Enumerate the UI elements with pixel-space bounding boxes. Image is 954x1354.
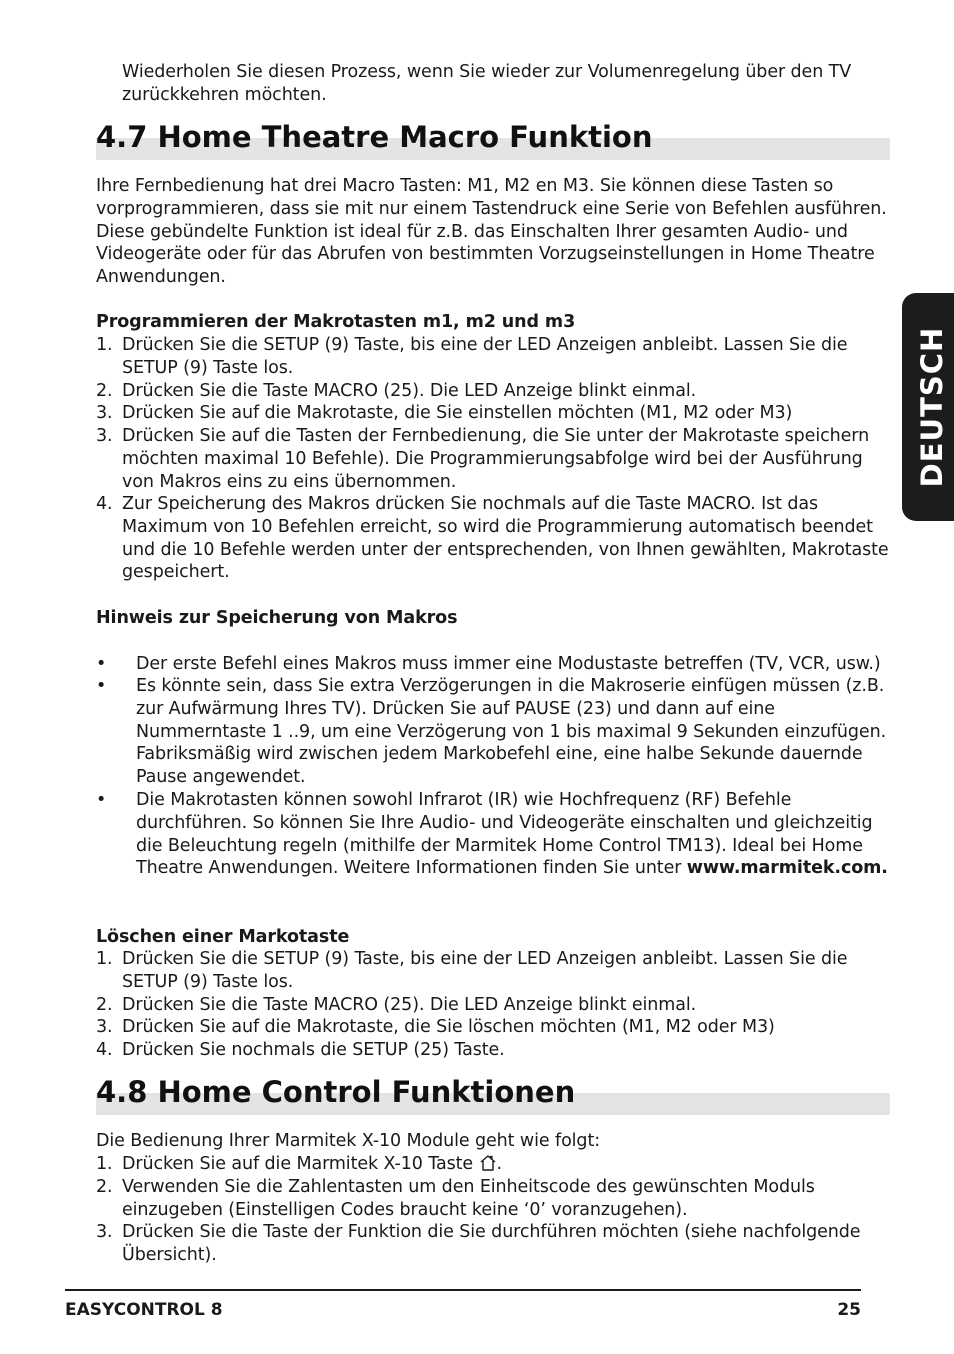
step-number: 2.: [96, 1177, 113, 1197]
step-text: Verwenden Sie die Zahlentasten um den Einheitscode des gewünschten Moduls einzugeben (Einstelligen Codes braucht keine ‘0’ voranzugehen).: [122, 1177, 815, 1220]
step-number: 1.: [96, 949, 113, 969]
step-text: Drücken Sie auf die Makrotaste, die Sie einstellen möchten (M1, M2 oder M3): [122, 403, 793, 423]
bullet-item: [136, 789, 890, 880]
section-paragraph: Die Bedienung Ihrer Marmitek X-10 Module geht wie folgt:: [96, 1131, 601, 1151]
subheading-program: Programmieren der Makrotasten m1, m2 und m3: [96, 312, 576, 332]
language-side-tab: [902, 293, 954, 521]
step-number: 3.: [96, 1017, 113, 1037]
section-title: 4.8 Home Control Funktionen: [96, 1075, 576, 1109]
step-text: Drücken Sie auf die Marmitek X-10 Taste: [122, 1154, 479, 1174]
step-text: Drücken Sie die SETUP (9) Taste, bis eine der LED Anzeigen anbleibt. Lassen Sie die SETUP (9) Taste los.: [122, 949, 848, 992]
step-item: [122, 1153, 890, 1176]
step-text: Drücken Sie nochmals die SETUP (25) Taste.: [122, 1040, 505, 1060]
step-number: 1.: [96, 1154, 113, 1174]
section-title: 4.7 Home Theatre Macro Funktion: [96, 120, 653, 154]
language-label: DEUTSCH: [915, 326, 949, 488]
section-paragraph: Ihre Fernbedienung hat drei Macro Tasten: M1, M2 en M3. Sie können diese Tasten so vorprogrammieren, dass sie mit nur einem Tastendruck eine Serie von Befehlen ausführen. Diese gebündelte Funktion ist ideal für z.B. das Einschalten Ihrer gesamten Audio- und Videogeräte oder für das Abrufen von bestimmten Vorzugseinstellungen in Home Theatre Anwendungen.: [96, 176, 887, 288]
bullet-text: Es könnte sein, dass Sie extra Verzögerungen in die Makroserie einfügen müssen (z.B. zur Aufwärmung Ihres TV). Drücken Sie auf PAUSE (23) und dann auf eine Nummerntaste 1 ..9, um eine Verzögerung von 1 bis maximal 9 Sekunden einzufügen. Fabriksmäßig wird zwischen jedem Markobefehl eine, eine halbe Sekunde dauernde Pause angewendet.: [136, 676, 887, 788]
bullet-text: Die Makrotasten können sowohl Infrarot (IR) wie Hochfrequenz (RF) Befehle durchführen. So können Sie Ihre Audio- und Videogeräte einschalten und gleichzeitig die Beleuchtung regeln (mithilfe der Marmitek Home Control TM13). Ideal bei Home Theatre Anwendungen. Weitere Informationen finden Sie unter: [136, 790, 873, 879]
footer-product-name: EASYCONTROL 8: [65, 1300, 223, 1320]
step-text: Drücken Sie die Taste MACRO (25). Die LED Anzeige blinkt einmal.: [122, 381, 697, 401]
step-text: Drücken Sie auf die Makrotaste, die Sie löschen möchten (M1, M2 oder M3): [122, 1017, 775, 1037]
home-icon: [479, 1154, 497, 1172]
step-number: 3.: [96, 1222, 113, 1242]
subheading-delete: Löschen einer Markotaste: [96, 927, 350, 947]
step-number: 4.: [96, 1040, 113, 1060]
step-text: Drücken Sie die SETUP (9) Taste, bis eine der LED Anzeigen anbleibt. Lassen Sie die SETUP (9) Taste los.: [122, 335, 848, 378]
step-text: Drücken Sie die Taste MACRO (25). Die LED Anzeige blinkt einmal.: [122, 995, 697, 1015]
step-text: Drücken Sie auf die Tasten der Fernbedienung, die Sie unter der Makrotaste speichern möchten maximal 10 Befehle). Die Programmierungsabfolge wird bei der Ausführung von Makros eins zu eins übernommen.: [122, 426, 870, 492]
step-number: 1.: [96, 335, 113, 355]
section-heading-4-7: [96, 118, 890, 162]
bullet-marker: •: [96, 790, 107, 810]
subheading-hint: Hinweis zur Speicherung von Makros: [96, 608, 458, 628]
step-text: Drücken Sie die Taste der Funktion die Sie durchführen möchten (siehe nachfolgende Übersicht).: [122, 1222, 861, 1265]
step-number: 3.: [96, 426, 113, 446]
website-link[interactable]: www.marmitek.com.: [686, 858, 888, 879]
step-text: Zur Speicherung des Makros drücken Sie nochmals auf die Taste MACRO. Ist das Maximum von 10 Befehlen erreicht, so wird die Programmierung automatisch beendet und die 10 Befehle werden unter der entsprechenden, von Ihnen gewählten, Makrotaste gespeichert.: [122, 494, 889, 583]
step-number: 2.: [96, 995, 113, 1015]
step-number: 4.: [96, 494, 113, 514]
bullet-marker: •: [96, 676, 107, 696]
intro-paragraph: Wiederholen Sie diesen Prozess, wenn Sie wieder zur Volumenregelung über den TV zurückkehren möchten.: [122, 62, 852, 105]
step-number: 3.: [96, 403, 113, 423]
bullet-marker: •: [96, 654, 107, 674]
step-number: 2.: [96, 381, 113, 401]
section-heading-4-8: [96, 1073, 890, 1117]
step-text-suffix: .: [496, 1154, 502, 1174]
bullet-text: Der erste Befehl eines Makros muss immer eine Modustaste betreffen (TV, VCR, usw.): [136, 654, 881, 674]
footer-divider: [65, 1289, 861, 1291]
footer-page-number: 25: [837, 1300, 861, 1320]
